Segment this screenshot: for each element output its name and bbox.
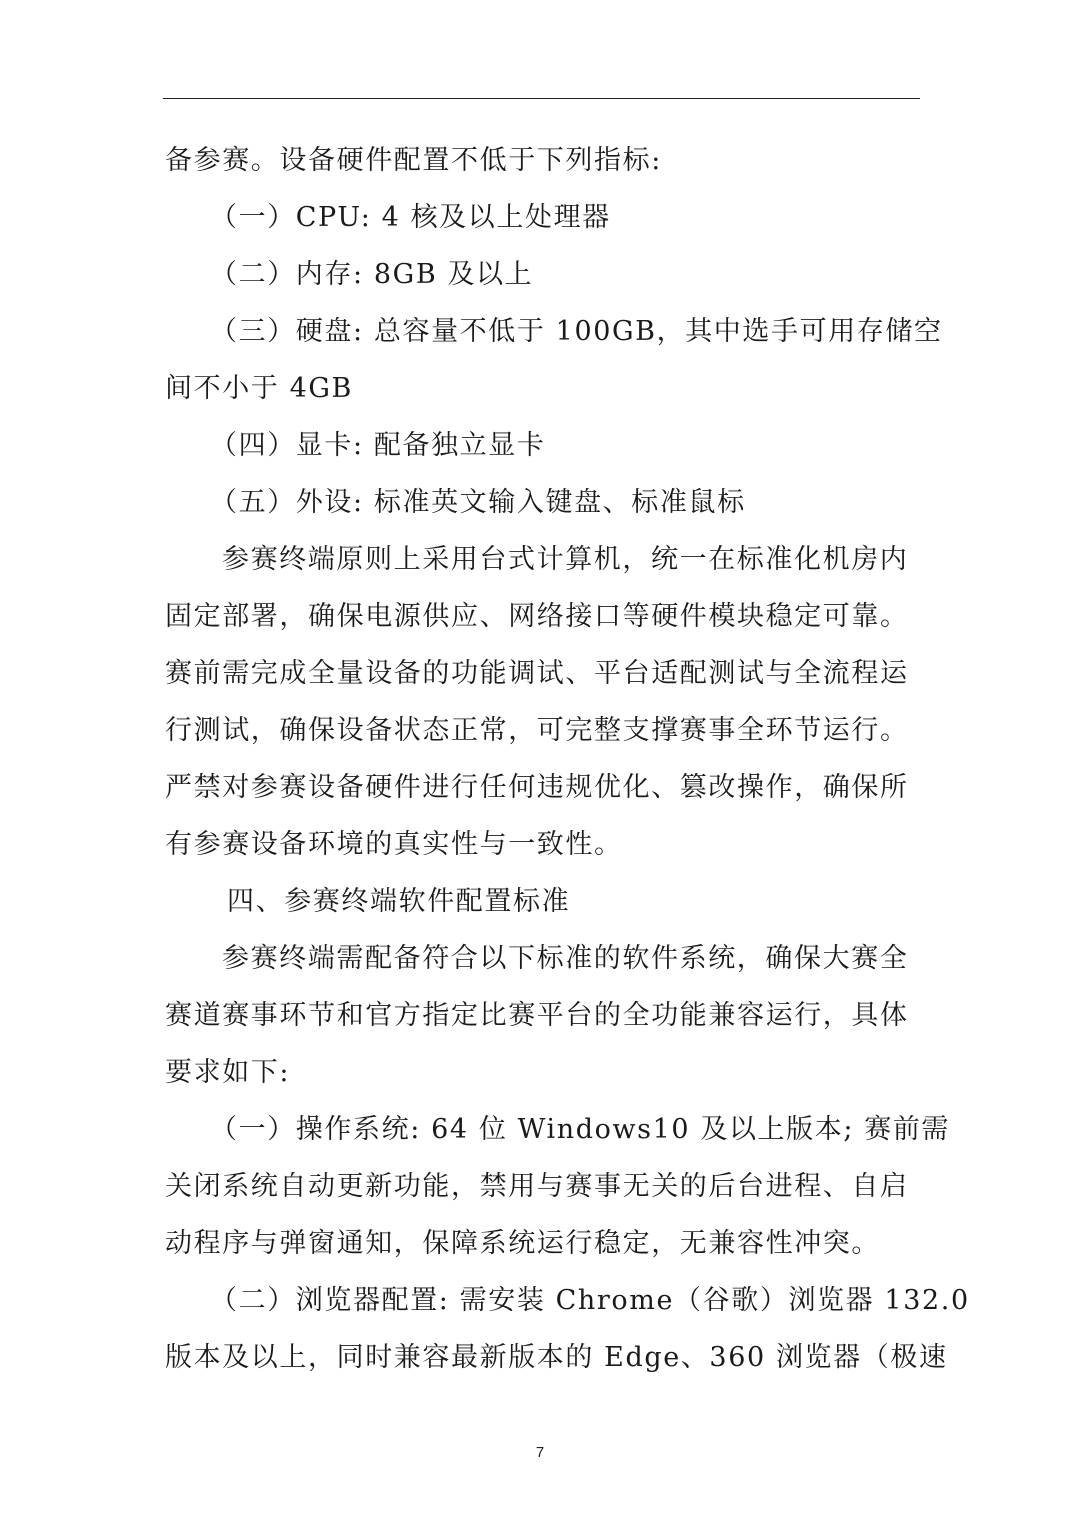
paragraph-start: 参赛终端原则上采用台式计算机，统一在标准化机房内 [222,544,909,575]
list-item-memory: （二）内存: 8GB 及以上 [210,259,534,290]
text-line: 关闭系统自动更新功能，禁用与赛事无关的后台进程、自启 [165,1171,909,1202]
text-line: 有参赛设备环境的真实性与一致性。 [165,829,623,860]
text-line: 行测试，确保设备状态正常，可完整支撑赛事全环节运行。 [165,715,909,746]
text-line: 固定部署，确保电源供应、网络接口等硬件模块稳定可靠。 [165,601,909,632]
text-line: 赛道赛事环节和官方指定比赛平台的全功能兼容运行，具体 [165,1000,909,1031]
document-body [165,132,970,1386]
paragraph-start: 参赛终端需配备符合以下标准的软件系统，确保大赛全 [222,943,909,974]
list-item-cpu: （一）CPU: 4 核及以上处理器 [210,202,611,233]
page-number: 7 [535,1444,545,1461]
list-item-browser: （二）浏览器配置: 需安装 Chrome（谷歌）浏览器 132.0 [210,1285,970,1316]
list-item-disk: （三）硬盘: 总容量不低于 100GB，其中选手可用存储空 [210,316,943,347]
list-item-peripherals: （五）外设: 标准英文输入键盘、标准鼠标 [210,487,746,518]
list-item-gpu: （四）显卡: 配备独立显卡 [210,430,546,461]
text-line: 赛前需完成全量设备的功能调试、平台适配测试与全流程运 [165,658,909,689]
text-line: 版本及以上，同时兼容最新版本的 Edge、360 浏览器（极速 [165,1342,948,1373]
text-line: 严禁对参赛设备硬件进行任何违规优化、篡改操作，确保所 [165,772,909,803]
text-line: 间不小于 4GB [165,373,353,404]
text-line: 要求如下: [165,1057,291,1088]
section-heading: 四、参赛终端软件配置标准 [227,886,571,917]
text-line: 备参赛。设备硬件配置不低于下列指标: [165,145,662,176]
list-item-os: （一）操作系统: 64 位 Windows10 及以上版本; 赛前需 [210,1114,951,1145]
header-rule [163,98,920,99]
text-line: 动程序与弹窗通知，保障系统运行稳定，无兼容性冲突。 [165,1228,880,1259]
